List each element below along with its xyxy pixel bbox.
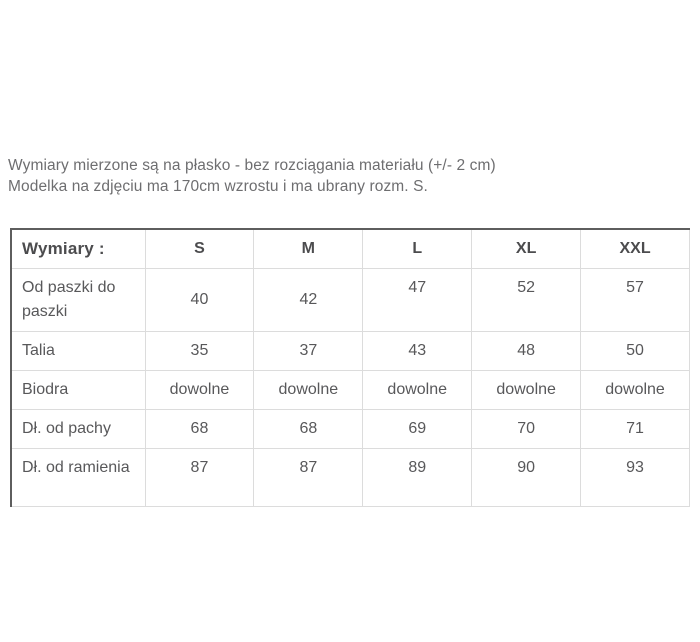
- table-row-bust: [11, 269, 690, 332]
- size-header-s: S: [145, 229, 254, 269]
- cell-value: 87: [254, 449, 363, 507]
- cell-value: 68: [145, 410, 254, 449]
- size-header-xxl: XXL: [581, 229, 690, 269]
- cell-value: 69: [363, 410, 472, 449]
- cell-value: 93: [581, 449, 690, 507]
- size-table-title: Wymiary :: [11, 229, 145, 269]
- row-label: Dł. od ramienia: [11, 449, 145, 507]
- cell-value: 40: [145, 269, 254, 332]
- cell-value: dowolne: [363, 371, 472, 410]
- cell-value: 48: [472, 332, 581, 371]
- size-table-header-row: [11, 229, 690, 269]
- measurement-note-line2: Modelka na zdjęciu ma 170cm wzrostu i ma ubrany rozm. S.: [8, 178, 428, 195]
- measurement-note-line1: Wymiary mierzone są na płasko - bez rozciągania materiału (+/- 2 cm): [8, 157, 496, 174]
- table-row-hips: [11, 371, 690, 410]
- cell-value: 43: [363, 332, 472, 371]
- cell-value: 71: [581, 410, 690, 449]
- table-row-length-armpit: [11, 410, 690, 449]
- measurement-note: [8, 155, 496, 197]
- cell-value: 50: [581, 332, 690, 371]
- cell-value: 35: [145, 332, 254, 371]
- table-row-length-shoulder: [11, 449, 690, 507]
- cell-value: 52: [472, 269, 581, 332]
- row-label: Dł. od pachy: [11, 410, 145, 449]
- cell-value: 89: [363, 449, 472, 507]
- row-label: Biodra: [11, 371, 145, 410]
- cell-value: 70: [472, 410, 581, 449]
- cell-value: dowolne: [145, 371, 254, 410]
- cell-value: 90: [472, 449, 581, 507]
- cell-value: dowolne: [581, 371, 690, 410]
- cell-value: 37: [254, 332, 363, 371]
- row-label: Talia: [11, 332, 145, 371]
- cell-value: 47: [363, 269, 472, 332]
- size-header-xl: XL: [472, 229, 581, 269]
- size-table: [10, 228, 690, 507]
- cell-value: 87: [145, 449, 254, 507]
- table-row-waist: [11, 332, 690, 371]
- cell-value: 68: [254, 410, 363, 449]
- cell-value: dowolne: [254, 371, 363, 410]
- cell-value: 42: [254, 269, 363, 332]
- size-header-m: M: [254, 229, 363, 269]
- cell-value: dowolne: [472, 371, 581, 410]
- size-header-l: L: [363, 229, 472, 269]
- row-label: Od paszki do paszki: [11, 269, 145, 332]
- cell-value: 57: [581, 269, 690, 332]
